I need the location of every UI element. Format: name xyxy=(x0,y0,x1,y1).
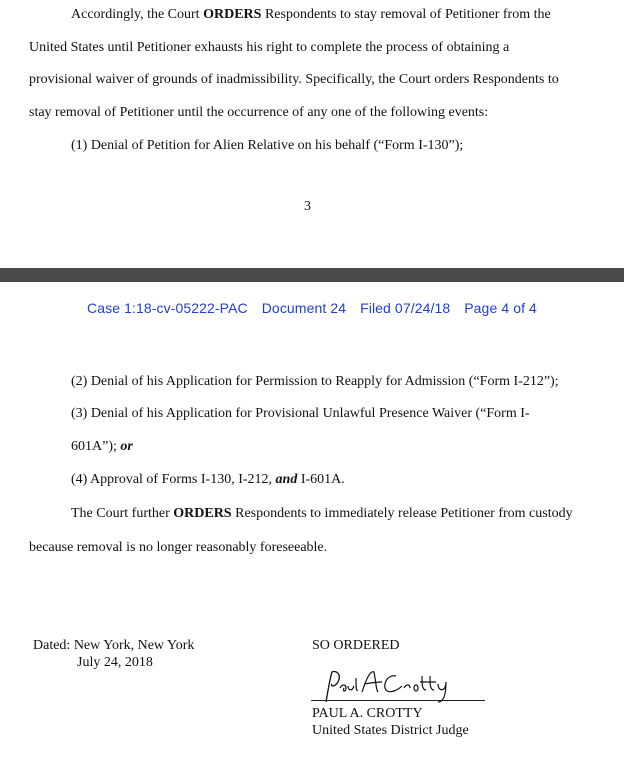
event-item-1: (1) Denial of Petition for Alien Relative on his behalf (“Form I-130”); xyxy=(71,138,464,153)
case-number: Case 1:18-cv-05222-PAC xyxy=(87,300,248,316)
filed-date: Filed 07/24/18 xyxy=(360,300,451,316)
dated-location: Dated: New York, New York xyxy=(33,638,195,653)
page-divider xyxy=(0,268,624,282)
event-item-2: (2) Denial of his Application for Permission to Reapply for Admission (“Form I-212”); xyxy=(71,374,559,389)
judge-title: United States District Judge xyxy=(312,723,469,738)
judge-name: PAUL A. CROTTY xyxy=(312,706,423,721)
page-number: 3 xyxy=(304,199,311,214)
release-paragraph-line-2: because removal is no longer reasonably foreseeable. xyxy=(29,540,328,555)
order-paragraph-line-2: United States until Petitioner exhausts his right to complete the process of obtaining a xyxy=(29,40,510,55)
so-ordered: SO ORDERED xyxy=(312,638,400,653)
event-item-3-line-2: 601A”); or xyxy=(71,439,133,454)
event-item-4: (4) Approval of Forms I-130, I-212, and I-601A. xyxy=(71,472,345,487)
dated-date: July 24, 2018 xyxy=(77,655,153,670)
page-3 xyxy=(0,0,624,268)
page-4 xyxy=(0,282,624,769)
event-item-3-line-1: (3) Denial of his Application for Provisional Unlawful Presence Waiver (“Form I- xyxy=(71,406,530,421)
ecf-header xyxy=(0,300,624,316)
signature-line xyxy=(311,700,485,701)
order-paragraph-line-1: Accordingly, the Court ORDERS Respondents to stay removal of Petitioner from the xyxy=(71,7,551,22)
order-paragraph-line-4: stay removal of Petitioner until the occurrence of any one of the following events: xyxy=(29,105,489,120)
page-count: Page 4 of 4 xyxy=(464,300,537,316)
document-number: Document 24 xyxy=(261,300,347,316)
release-paragraph-line-1: The Court further ORDERS Respondents to immediately release Petitioner from custody xyxy=(71,506,573,521)
order-paragraph-line-3: provisional waiver of grounds of inadmissibility. Specifically, the Court orders Respondents to xyxy=(29,72,559,87)
